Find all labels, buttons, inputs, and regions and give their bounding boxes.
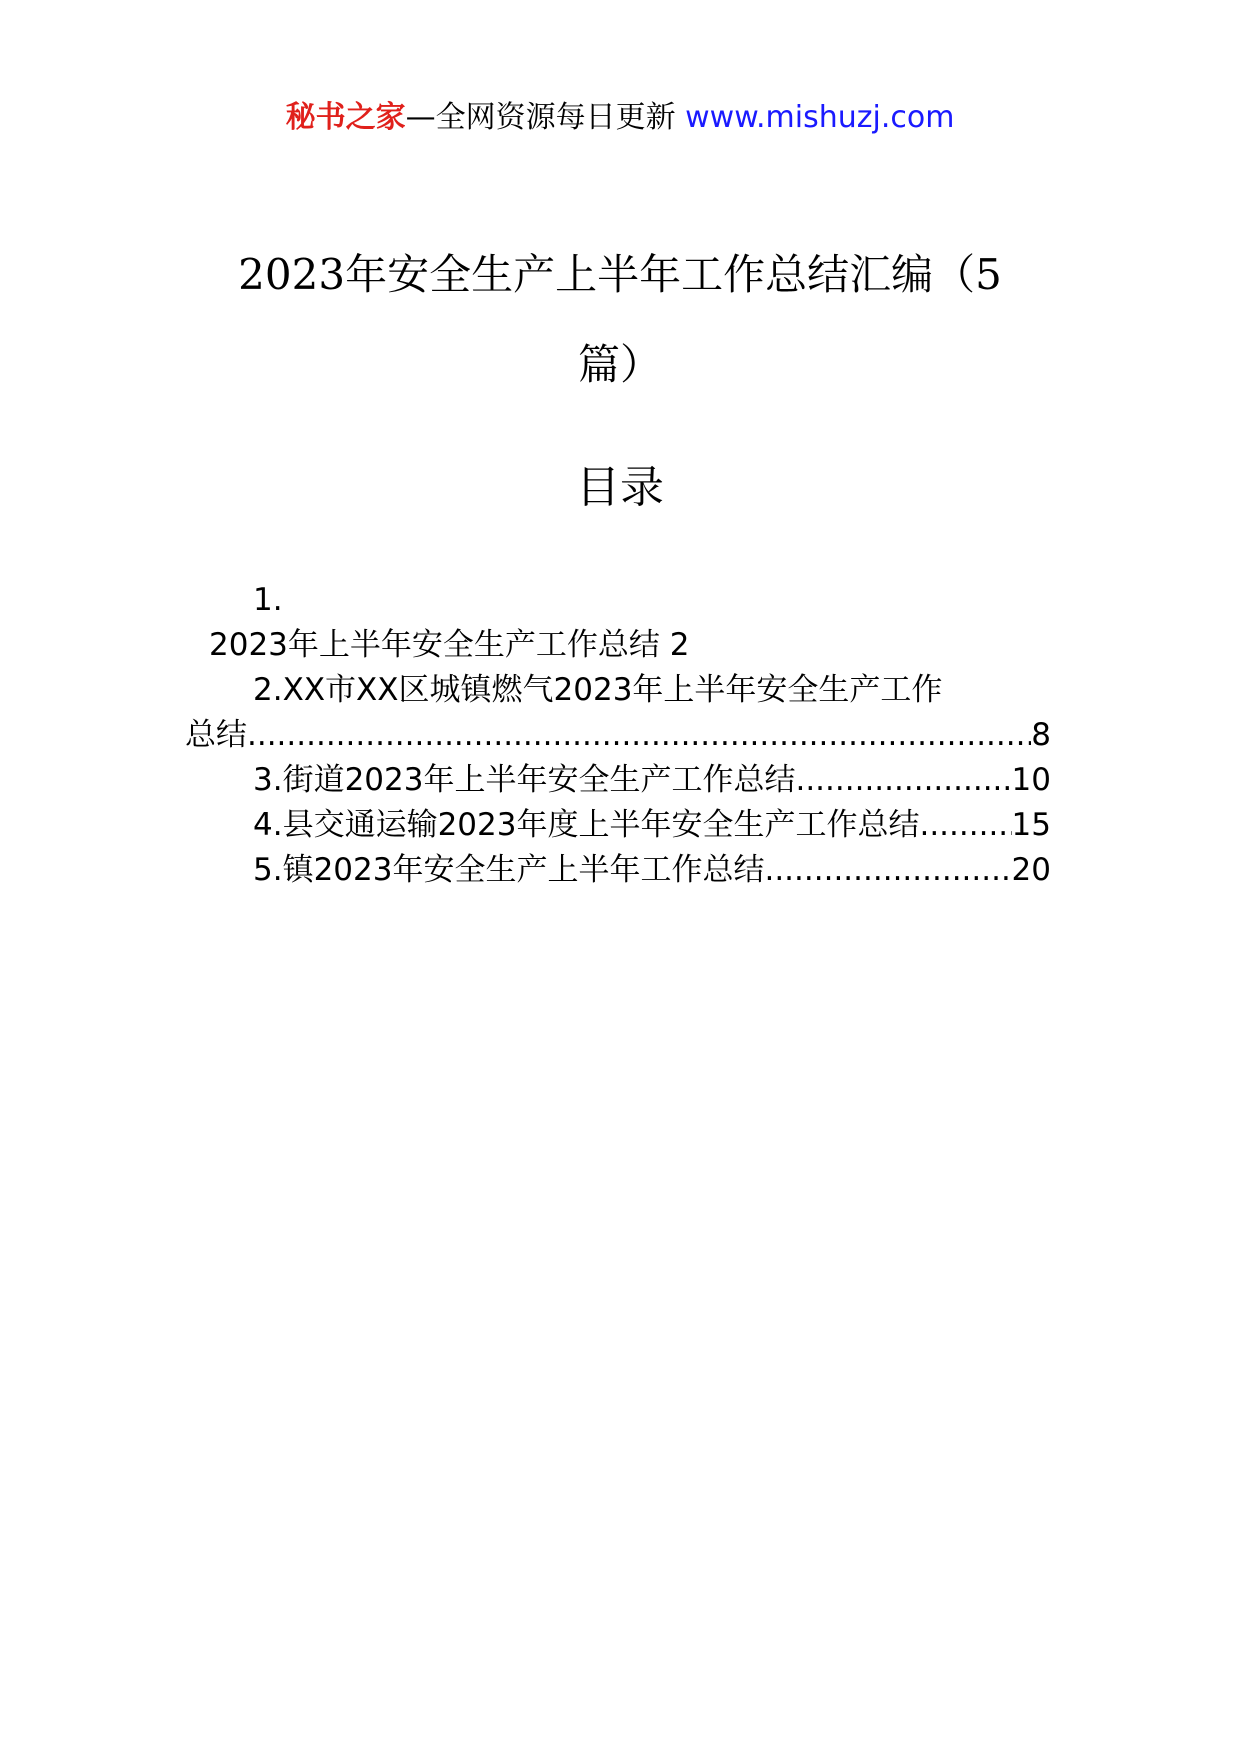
toc-entry-1[interactable] (185, 623, 1051, 668)
toc-leader-dots (795, 758, 1011, 803)
toc-leader-dots (764, 848, 1011, 893)
toc-entry-page: 15 (1011, 807, 1051, 843)
toc-entry-text: 3.街道2023年上半年安全生产工作总结 (253, 762, 796, 798)
toc-entry-5[interactable] (185, 848, 1051, 893)
title-text-line2: 篇） (577, 340, 662, 389)
site-header (0, 98, 1240, 138)
title-year: 2023 (238, 250, 346, 299)
table-of-contents (185, 578, 1051, 893)
toc-entry-2[interactable] (185, 668, 1051, 713)
toc-entry-page: 2 (669, 627, 690, 663)
toc-entry-text: 2023年上半年安全生产工作总结 (209, 627, 660, 663)
toc-entry-3[interactable] (185, 758, 1051, 803)
toc-leader-dots (919, 803, 1011, 848)
site-link[interactable]: www.mishuzj.com (685, 100, 955, 135)
toc-entry-4[interactable] (185, 803, 1051, 848)
toc-leader-dots (247, 713, 1031, 758)
toc-entry-page: 20 (1011, 852, 1051, 888)
title-text: 年安全生产上半年工作总结汇编（ (345, 250, 976, 299)
toc-entry-page: 10 (1011, 762, 1051, 798)
document-title (200, 230, 1040, 410)
toc-entry-page: 8 (1031, 717, 1051, 753)
brand-name: 秘书之家 (285, 100, 406, 135)
header-tagline: —全网资源每日更新 (405, 100, 676, 135)
toc-entry-text: 2.XX市XX区城镇燃气2023年上半年安全生产工作 (253, 672, 943, 708)
toc-entry-number: 1. (253, 582, 283, 618)
toc-entry-text: 4.县交通运输2023年度上半年安全生产工作总结 (253, 807, 920, 843)
title-count: 5 (975, 250, 1002, 299)
toc-entry-text: 5.镇2023年安全生产上半年工作总结 (253, 852, 765, 888)
toc-entry-1-number[interactable] (185, 578, 1051, 623)
toc-heading: 目录 (576, 462, 664, 513)
toc-entry-text: 总结 (185, 717, 247, 753)
toc-entry-2-continued[interactable] (185, 713, 1051, 758)
